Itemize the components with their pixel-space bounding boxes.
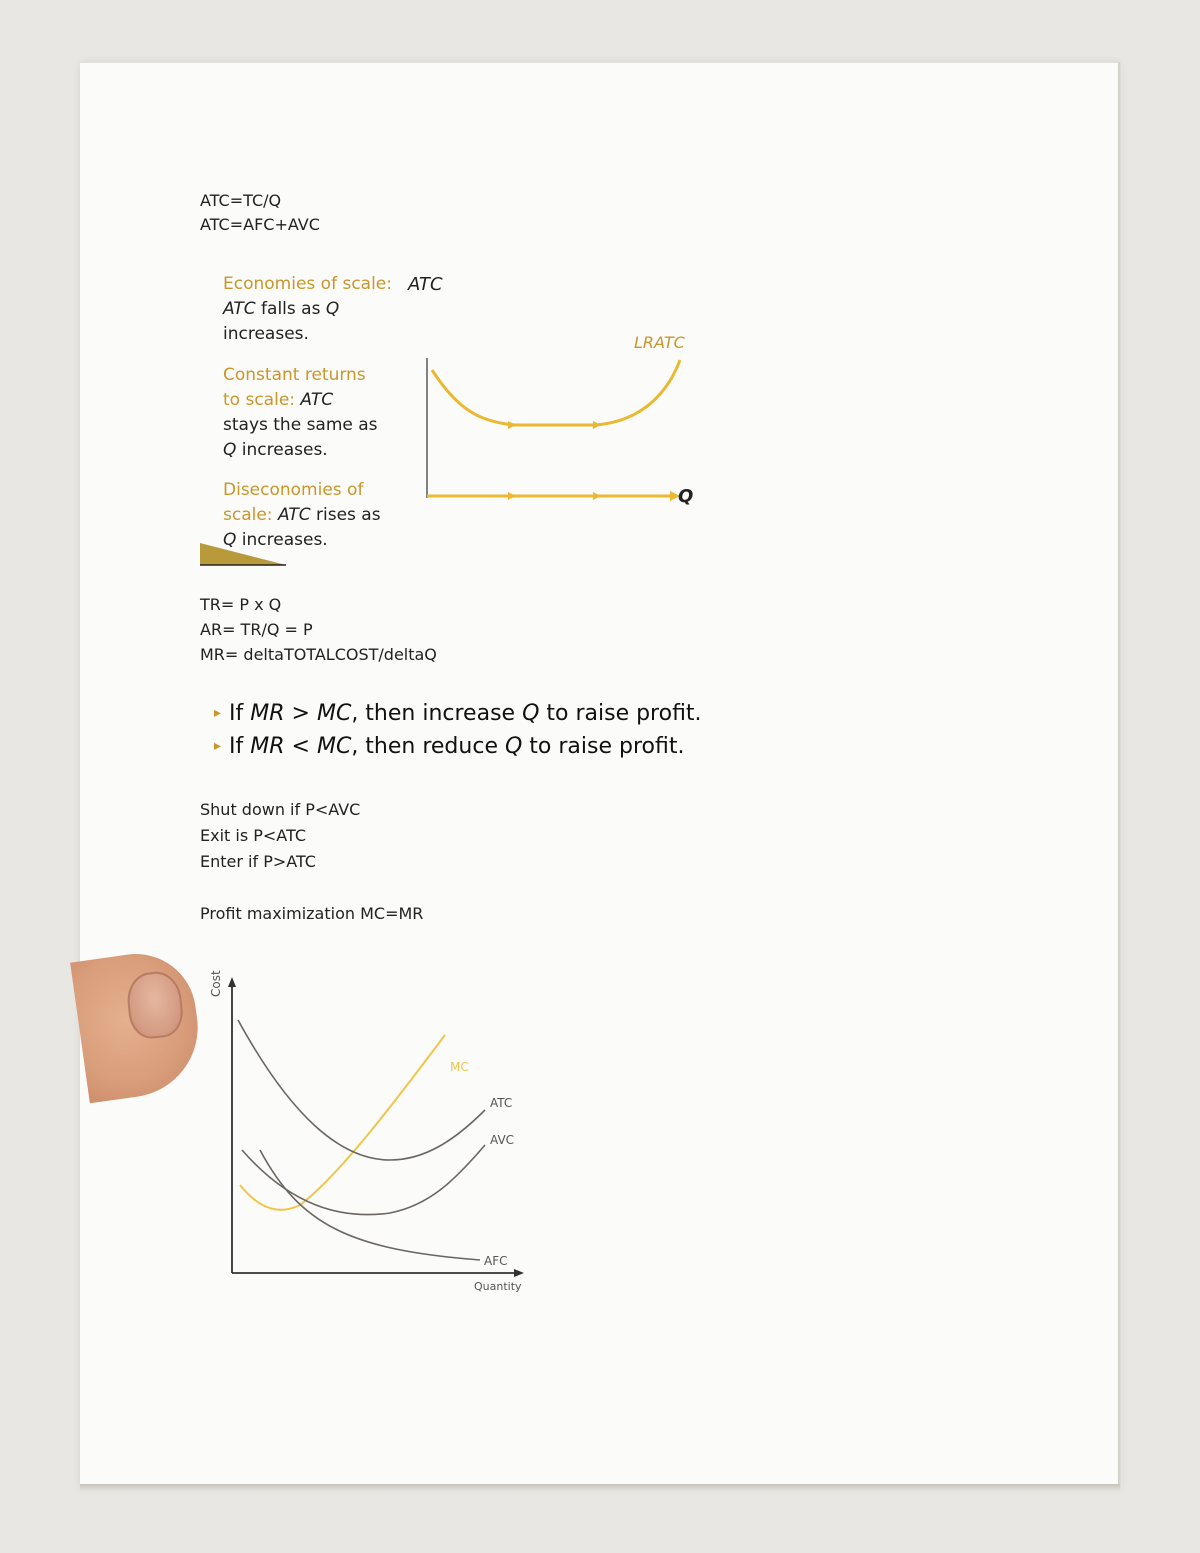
crs-atc: ATC: [300, 390, 334, 410]
rule-1-pre: If: [229, 701, 251, 726]
rule-2-op: <: [284, 734, 317, 759]
lratc-curve: [432, 360, 680, 425]
rule-2-q: Q: [504, 734, 523, 759]
eos-q: Q: [325, 299, 340, 319]
afc-curve: [260, 1150, 480, 1260]
economies-of-scale-text: [223, 272, 393, 347]
lratc-chart: [400, 270, 720, 515]
atc-curve: [238, 1020, 485, 1160]
cost-chart-y-label: Cost: [209, 970, 223, 997]
rule-1-op: >: [284, 701, 317, 726]
dos-title: Diseconomies of scale:: [223, 480, 364, 525]
rule-2-mr: MR: [250, 734, 285, 759]
shut-down-rule: Shut down if P<AVC: [200, 800, 361, 819]
cost-chart-y-arrow-icon: [228, 977, 236, 987]
rule-2-end: to raise profit.: [522, 734, 685, 759]
formula-tr: TR= P x Q: [200, 595, 282, 614]
bullet-icon: ▸: [214, 738, 222, 754]
dos-end: increases.: [236, 530, 328, 550]
formula-ar: AR= TR/Q = P: [200, 620, 313, 639]
enter-rule: Enter if P>ATC: [200, 852, 316, 871]
formula-atc-afc-avc: ATC=AFC+AVC: [200, 215, 320, 234]
decorative-wedge-icon: [200, 543, 290, 567]
dos-atc: ATC: [277, 505, 311, 525]
rule-2-post: , then reduce: [351, 734, 505, 759]
cost-chart-x-label: Quantity: [474, 1280, 522, 1293]
avc-label: AVC: [490, 1133, 515, 1147]
mc-curve: [240, 1035, 445, 1210]
lratc-curve-label: LRATC: [634, 333, 685, 352]
rule-1-post: , then increase: [351, 701, 523, 726]
formula-atc-tc: ATC=TC/Q: [200, 191, 282, 210]
rule-reduce-q: [214, 731, 684, 762]
bullet-icon: ▸: [214, 705, 222, 721]
lratc-x-tick-arrow-icon: [508, 492, 516, 500]
exit-rule: Exit is P<ATC: [200, 826, 307, 845]
constant-returns-text: [223, 363, 383, 463]
lratc-curve-arrow-icon: [508, 421, 516, 429]
crs-q: Q: [223, 440, 237, 460]
lratc-x-tick-arrow-icon-2: [593, 492, 601, 500]
crs-title: Constant returns to scale:: [223, 365, 366, 410]
rule-2-pre: If: [229, 734, 251, 759]
atc-label: ATC: [490, 1096, 513, 1110]
eos-atc: ATC: [223, 299, 256, 319]
formula-mr: MR= deltaTOTALCOST/deltaQ: [200, 645, 437, 664]
paper-bottom-shadow: [80, 1484, 1120, 1492]
eos-title: Economies of scale:: [223, 274, 392, 294]
eos-body: falls as: [255, 299, 326, 319]
cost-chart-x-arrow-icon: [514, 1269, 524, 1277]
eos-end: increases.: [223, 324, 309, 344]
rule-2-mc: MC: [316, 734, 352, 759]
rule-1-end: to raise profit.: [539, 701, 702, 726]
rule-1-q: Q: [522, 701, 540, 726]
rule-1-mr: MR: [250, 701, 285, 726]
crs-body: stays the same as: [223, 415, 378, 435]
rule-increase-q: [214, 698, 702, 729]
dos-body: rises as: [310, 505, 381, 525]
diseconomies-of-scale-text: [223, 478, 393, 553]
lratc-x-axis-label: Q: [678, 486, 694, 507]
crs-end: increases.: [236, 440, 328, 460]
dos-q: Q: [223, 530, 237, 550]
mc-label: MC: [450, 1060, 469, 1074]
afc-label: AFC: [484, 1254, 508, 1268]
lratc-curve-arrow-icon-2: [593, 421, 601, 429]
paper-edge-shadow: [1118, 62, 1122, 1487]
cost-curves-chart: [200, 965, 540, 1300]
rule-1-mc: MC: [316, 701, 352, 726]
profit-maximization-rule: Profit maximization MC=MR: [200, 904, 424, 923]
lratc-y-axis-label: ATC: [408, 274, 443, 295]
